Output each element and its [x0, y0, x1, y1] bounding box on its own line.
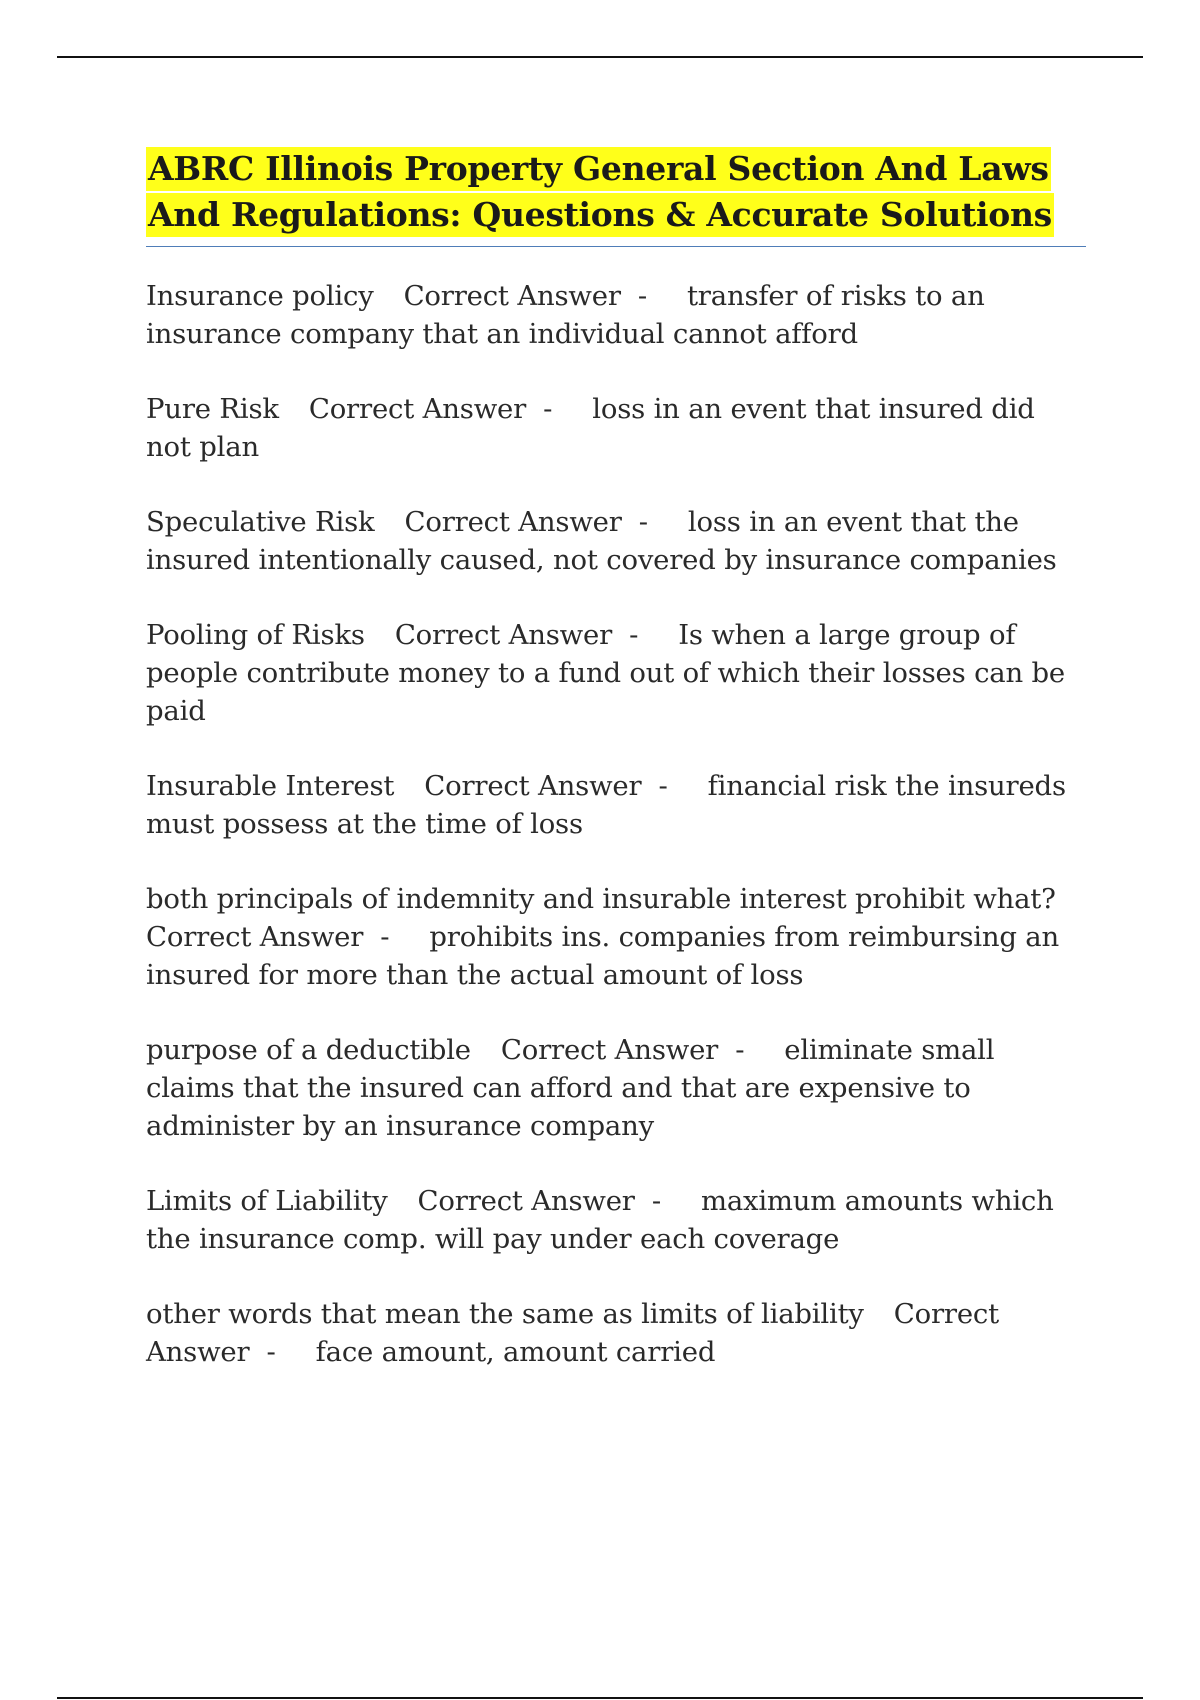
question-text: Pooling of Risks [146, 619, 365, 651]
answer-marker: Correct Answer [424, 770, 642, 802]
answer-text: loss in an event that the insured intentionally caused, not covered by insurance companies [146, 506, 1057, 576]
qa-entry [146, 1031, 1086, 1145]
question-text: Insurance policy [146, 280, 374, 312]
answer-marker: Correct Answer [403, 280, 621, 312]
answer-text: financial risk the insureds must possess at the time of loss [146, 770, 1066, 840]
question-text: Pure Risk [146, 393, 279, 425]
answer-marker: Correct Answer [394, 619, 613, 651]
answer-dash: - [266, 1336, 276, 1368]
title-block [146, 146, 1086, 247]
question-text: Limits of Liability [146, 1185, 388, 1217]
answer-text: loss in an event that insured did not plan [146, 393, 1035, 463]
document-title [146, 146, 1086, 238]
answer-marker: Correct Answer [404, 506, 622, 538]
answer-marker: Correct Answer [308, 393, 527, 425]
qa-list [146, 277, 1086, 1371]
answer-text: transfer of risks to an insurance company that an individual cannot afford [146, 280, 985, 350]
qa-entry [146, 1182, 1086, 1258]
answer-dash: - [651, 1185, 661, 1217]
answer-dash: - [637, 280, 647, 312]
qa-entry [146, 277, 1086, 353]
answer-marker: Correct Answer [417, 1185, 635, 1217]
qa-entry [146, 390, 1086, 466]
document-body [146, 146, 1086, 1408]
answer-text: maximum amounts which the insurance comp. will pay under each coverage [146, 1185, 1054, 1255]
answer-dash: - [658, 770, 668, 802]
question-text: both principals of indemnity and insurable interest prohibit what? [146, 883, 1056, 915]
question-text: purpose of a deductible [146, 1034, 471, 1066]
answer-marker: Correct Answer [146, 921, 364, 953]
question-text: other words that mean the same as limits of liability [146, 1298, 864, 1330]
title-line-2: And Regulations: Questions & Accurate Solutions [146, 193, 1054, 237]
answer-dash: - [543, 393, 553, 425]
answer-dash: - [629, 619, 639, 651]
title-line-1: ABRC Illinois Property General Section And Laws [146, 147, 1051, 191]
answer-dash: - [735, 1034, 745, 1066]
bottom-divider [57, 1697, 1143, 1699]
answer-marker: Correct Answer [146, 1298, 999, 1368]
answer-text: Is when a large group of people contribute money to a fund out of which their losses can be paid [146, 619, 1066, 727]
answer-marker: Correct Answer [500, 1034, 719, 1066]
answer-text: prohibits ins. companies from reimbursing an insured for more than the actual amount of loss [146, 921, 1059, 991]
qa-entry [146, 880, 1086, 994]
qa-entry [146, 616, 1086, 730]
question-text: Insurable Interest [146, 770, 395, 802]
question-text: Speculative Risk [146, 506, 375, 538]
qa-entry [146, 1295, 1086, 1371]
answer-text: face amount, amount carried [315, 1336, 716, 1368]
qa-entry [146, 767, 1086, 843]
answer-dash: - [638, 506, 648, 538]
answer-dash: - [380, 921, 390, 953]
answer-text: eliminate small claims that the insured can afford and that are expensive to administer by an insurance company [146, 1034, 995, 1142]
top-divider [57, 56, 1143, 58]
qa-entry [146, 503, 1086, 579]
